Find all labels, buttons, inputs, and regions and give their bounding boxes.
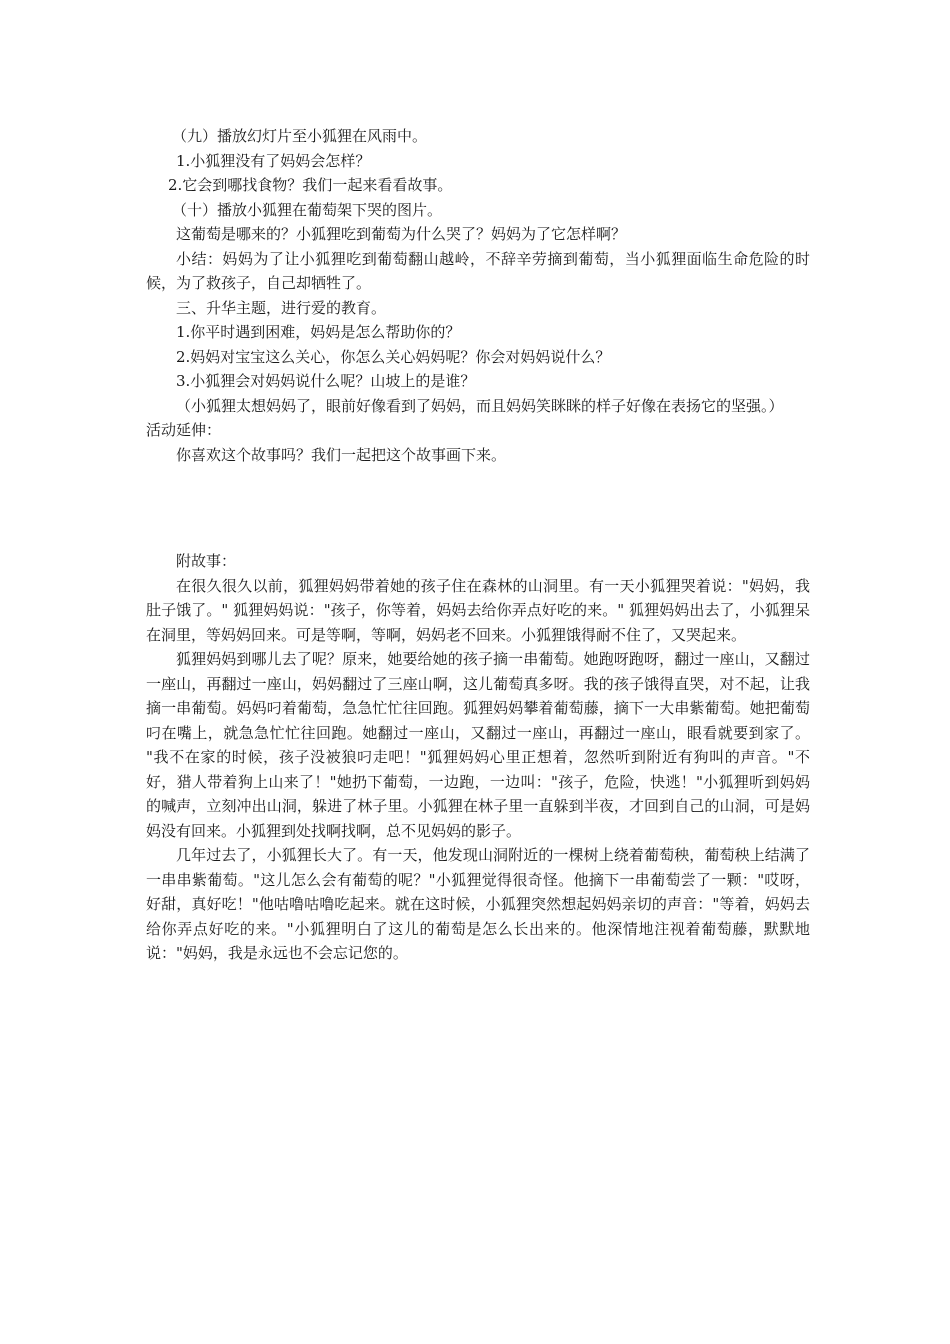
lesson-question-2: 2.它会到哪找食物？我们一起来看看故事。 [168,176,453,194]
story-label: 附故事： [176,552,237,570]
section-3-question-3: 3.小狐狸会对妈妈说什么呢？山坡上的是谁？ [176,372,476,390]
lesson-step-10: （十）播放小狐狸在葡萄架下哭的图片。 [172,200,443,219]
lesson-summary: 小结：妈妈为了让小狐狸吃到葡萄翻山越岭，不辞辛劳摘到葡萄，当小狐狸面临生命危险的时候，为了救孩子，自己却牺牲了。 [146,249,810,292]
document-page [146,124,810,966]
lesson-step-9: （九）播放幻灯片至小狐狸在风雨中。 [172,127,428,145]
lesson-question-3: 这葡萄是哪来的？小狐狸吃到葡萄为什么哭了？妈妈为了它怎样啊？ [176,225,627,243]
story-paragraph-3: 几年过去了，小狐狸长大了。有一天，他发现山洞附近的一棵树上绕着葡萄秧，葡萄秧上结满了一串串紫葡萄。"这儿怎么会有葡萄的呢？"小狐狸觉得很奇怪。他摘下一串葡萄尝了一颗："哎呀，好甜，真好吃！"他咕噜咕噜吃起来。就在这时候，小狐狸突然想起妈妈亲切的声音："等着，妈妈去给你弄点好吃的来。"小狐狸明白了这儿的葡萄是怎么长出来的。他深情地注视着葡萄藤，默默地说："妈妈，我是永远也不会忘记您的。 [146,846,810,962]
section-3-question-1: 1.你平时遇到困难，妈妈是怎么帮助你的？ [176,323,461,341]
section-3-heading: 三、升华主题，进行爱的教育。 [176,298,387,317]
extension-text: 你喜欢这个故事吗？我们一起把这个故事画下来。 [176,445,507,464]
story-paragraph-2: 狐狸妈妈到哪儿去了呢？原来，她要给她的孩子摘一串葡萄。她跑呀跑呀，翻过一座山，又翻过一座山，再翻过一座山，妈妈翻过了三座山啊，这儿葡萄真多呀。我的孩子饿得直哭，对不起，让我摘一串葡萄。妈妈叼着葡萄，急急忙忙往回跑。狐狸妈妈攀着葡萄藤，摘下一大串紫葡萄。她把葡萄叼在嘴上，就急急忙忙往回跑。她翻过一座山，又翻过一座山，再翻过一座山，眼看就要到家了。 "我不在家的时候，孩子没被狼叼走吧！"狐狸妈妈心里正想着，忽然听到附近有狗叫的声音。"不好，猎人带着狗上山来了！"她扔下葡萄，一边跑，一边叫："孩子，危险，快逃！"小狐狸听到妈妈的喊声，立刻冲出山洞，躲进了林子里。小狐狸在林子里一直躲到半夜，才回到自己的山洞，可是妈妈没有回来。小狐狸到处找啊找啊，总不见妈妈的影子。 [146,650,810,840]
story-paragraph-1: 在很久很久以前，狐狸妈妈带着她的孩子住在森林的山洞里。有一天小狐狸哭着说："妈妈，我肚子饿了。" 狐狸妈妈说："孩子，你等着，妈妈去给你弄点好吃的来。" 狐狸妈妈出去了，小狐狸呆在洞里，等妈妈回来。可是等啊，等啊，妈妈老不回来。小狐狸饿得耐不住了，又哭起来。 [146,576,810,644]
section-3-question-2: 2.妈妈对宝宝这么关心，你怎么关心妈妈呢？你会对妈妈说什么？ [176,347,611,366]
extension-label: 活动延伸： [146,421,222,439]
lesson-question-1: 1.小狐狸没有了妈妈会怎样？ [176,151,371,170]
section-3-note: （小狐狸太想妈妈了，眼前好像看到了妈妈，而且妈妈笑眯眯的样子好像在表扬它的坚强。） [176,396,784,415]
blank-space [146,467,810,549]
